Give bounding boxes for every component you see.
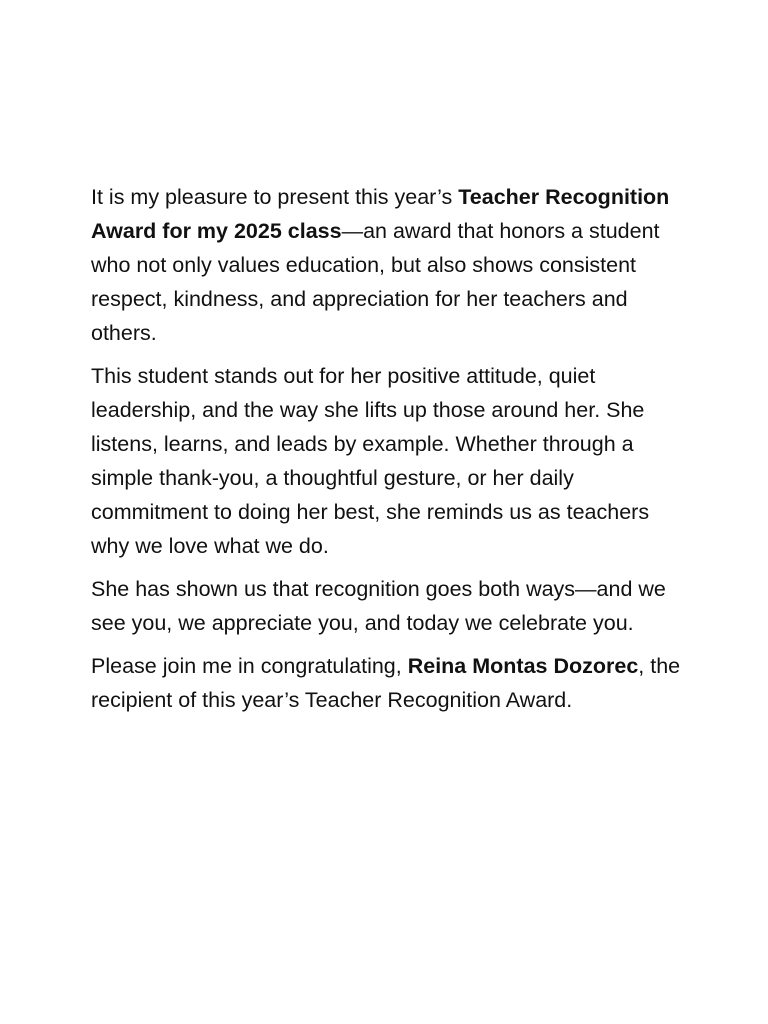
congratulations-rest: , the recipient of this year’s Teacher Recognition Award. [91, 654, 681, 712]
award-intro-text: It is my pleasure to present this year’s [91, 185, 459, 209]
recipient-name: Reina Montas Dozorec [407, 654, 639, 678]
paragraph-student-qualities [91, 359, 691, 563]
recognition-text: She has shown us that recognition goes both ways—and we see you, we appreciate you, and today we celebrate you. [91, 577, 666, 635]
student-qualities-text: This student stands out for her positive attitude, quiet leadership, and the way she lifts up those around her. She listens, learns, and leads by example. Whether through a simple thank-you, a thoughtful gesture, or her daily commitment to doing her best, she reminds us as teachers why we love what we do. [91, 364, 650, 558]
congratulations-intro: Please join me in congratulating, [91, 654, 408, 678]
document-body [91, 180, 691, 726]
award-description: —an award that honors a student who not only values education, but also shows consistent respect, kindness, and appreciation for her teachers and others. [91, 219, 660, 345]
paragraph-award-intro [91, 180, 691, 350]
paragraph-recognition [91, 572, 691, 640]
award-name: Teacher Recognition Award for my 2025 class [91, 185, 670, 243]
paragraph-congratulations [91, 649, 691, 717]
